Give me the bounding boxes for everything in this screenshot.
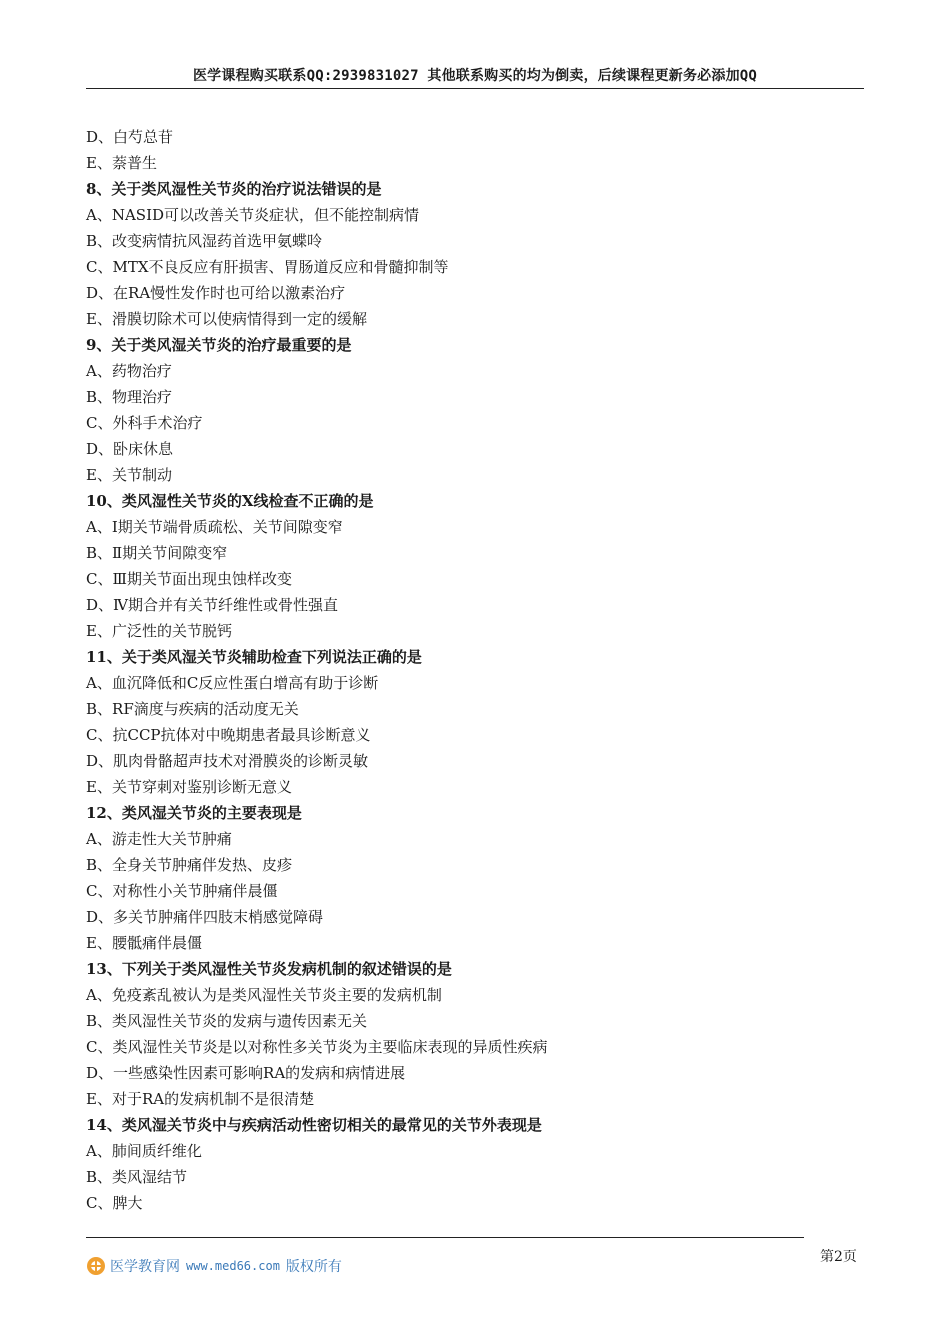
- answer-option: E、关节制动: [86, 466, 172, 484]
- footer-divider: [86, 1237, 804, 1238]
- question-title: 14、类风湿关节炎中与疾病活动性密切相关的最常见的关节外表现是: [86, 1116, 542, 1134]
- med66-logo-icon: [86, 1256, 106, 1276]
- answer-option: B、RF滴度与疾病的活动度无关: [86, 700, 299, 718]
- copyright-text: 版权所有: [285, 1259, 342, 1275]
- answer-option: B、全身关节肿痛伴发热、皮疹: [86, 856, 293, 874]
- answer-option: A、Ⅰ期关节端骨质疏松、关节间隙变窄: [86, 518, 343, 536]
- answer-option: A、药物治疗: [86, 362, 172, 380]
- answer-option: A、血沉降低和C反应性蛋白增高有助于诊断: [86, 674, 379, 692]
- logo-text: 医学教育网: [110, 1259, 180, 1275]
- question-title: 8、关于类风湿性关节炎的治疗说法错误的是: [86, 180, 382, 198]
- answer-option: C、Ⅲ期关节面出现虫蚀样改变: [86, 570, 292, 588]
- answer-option: E、滑膜切除术可以使病情得到一定的缓解: [86, 310, 367, 328]
- answer-option: E、广泛性的关节脱钙: [86, 622, 232, 640]
- answer-option: D、Ⅳ期合并有关节纤维性或骨性强直: [86, 596, 339, 614]
- answer-option: E、萘普生: [86, 154, 157, 172]
- answer-option: D、一些感染性因素可影响RA的发病和病情进展: [86, 1064, 406, 1082]
- answer-option: A、游走性大关节肿痛: [86, 830, 232, 848]
- footer-logo[interactable]: [86, 1255, 342, 1277]
- answer-option: E、腰骶痛伴晨僵: [86, 934, 202, 952]
- answer-option: C、MTX不良反应有肝损害、胃肠道反应和骨髓抑制等: [86, 258, 449, 276]
- answer-option: B、改变病情抗风湿药首选甲氨蝶呤: [86, 232, 323, 250]
- answer-option: E、关节穿刺对鉴别诊断无意义: [86, 778, 292, 796]
- question-list: [86, 124, 876, 1216]
- page-header: 医学课程购买联系QQ:2939831027 其他联系购买的均为倒卖，后续课程更新务必添加QQ: [86, 66, 864, 89]
- answer-option: C、对称性小关节肿痛伴晨僵: [86, 882, 278, 900]
- answer-option: A、肺间质纤维化: [86, 1142, 202, 1160]
- question-title: 13、下列关于类风湿性关节炎发病机制的叙述错误的是: [86, 960, 452, 978]
- page-number: 第2页: [820, 1249, 857, 1265]
- answer-option: B、类风湿性关节炎的发病与遗传因素无关: [86, 1012, 368, 1030]
- answer-option: A、免疫紊乱被认为是类风湿性关节炎主要的发病机制: [86, 986, 442, 1004]
- question-title: 10、类风湿性关节炎的X线检查不正确的是: [86, 492, 374, 510]
- answer-option: B、类风湿结节: [86, 1168, 188, 1186]
- answer-option: B、物理治疗: [86, 388, 173, 406]
- answer-option: B、Ⅱ期关节间隙变窄: [86, 544, 228, 562]
- answer-option: D、多关节肿痛伴四肢末梢感觉障碍: [86, 908, 324, 926]
- question-title: 11、关于类风湿关节炎辅助检查下列说法正确的是: [86, 648, 422, 666]
- answer-option: D、肌肉骨骼超声技术对滑膜炎的诊断灵敏: [86, 752, 369, 770]
- answer-option: D、白芍总苷: [86, 128, 174, 146]
- answer-option: D、在RA慢性发作时也可给以激素治疗: [86, 284, 346, 302]
- question-title: 12、类风湿关节炎的主要表现是: [86, 804, 302, 822]
- answer-option: A、NASID可以改善关节炎症状，但不能控制病情: [86, 206, 420, 224]
- answer-option: C、外科手术治疗: [86, 414, 203, 432]
- answer-option: C、类风湿性关节炎是以对称性多关节炎为主要临床表现的异质性疾病: [86, 1038, 548, 1056]
- question-title: 9、关于类风湿关节炎的治疗最重要的是: [86, 336, 352, 354]
- answer-option: C、脾大: [86, 1194, 143, 1212]
- answer-option: D、卧床休息: [86, 440, 174, 458]
- logo-url[interactable]: www.med66.com: [186, 1259, 280, 1273]
- answer-option: E、对于RA的发病机制不是很清楚: [86, 1090, 315, 1108]
- answer-option: C、抗CCP抗体对中晚期患者最具诊断意义: [86, 726, 371, 744]
